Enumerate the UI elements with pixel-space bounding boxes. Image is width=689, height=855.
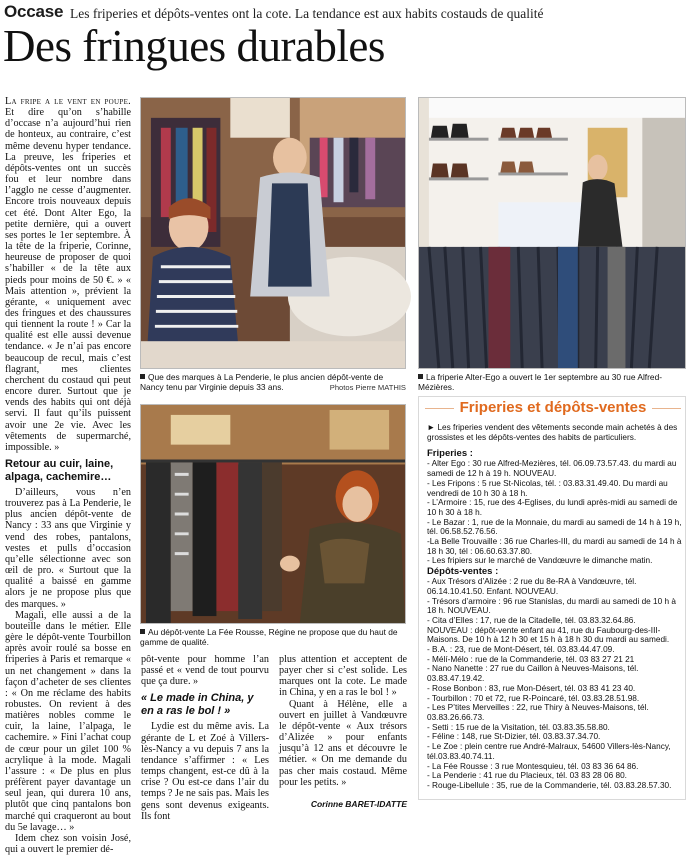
list-item: - Nano Nanette : 27 rue du Caillon à Neuves-Maisons, tél. 03.83.47.19.42. — [427, 664, 639, 684]
photo-alter-ego — [418, 97, 686, 369]
photo-caption — [140, 627, 406, 647]
caption-bullet — [418, 374, 423, 379]
list-item: - Aux Trésors d’Alizée : 2 rue du 8e-RA à Vandœuvre, tél. 06.14.10.41.50. Enfant. NOUVEAU. — [427, 577, 637, 596]
list-item: - La Fée Rousse : 3 rue Montesquieu, tél. 03 83 36 64 86. — [427, 761, 639, 771]
photo-credit: Photos Pierre MATHIS — [329, 383, 406, 392]
column-2 — [141, 654, 269, 822]
photo-la-fee-rousse — [140, 404, 406, 624]
paragraph: Quant à Hélène, elle a ouvert en juillet à Vandœuvre le dépôt-vente « Aux trésors d’Alizée » pour enfants jusqu’à 12 ans et découvre le métier. « On me demande du pas cher mais costaud. Même pour les petits. » — [279, 698, 407, 788]
list-item: - Les Fripons : 5 rue St-Nicolas, tél. : 03.83.31.49.40. Du mardi au vendredi de 10 h 30 à 18 h. — [427, 478, 668, 498]
depots-ventes-list — [427, 577, 683, 790]
paragraph: D’ailleurs, vous n’en trouverez pas à La Penderie, le plus ancien dépôt-vente de Nancy : 33 ans que Virginie y vend des robes, pantalons, vestes et pulls d’occasion qu’elle sélectionne avec son œil de pro. « Surtout que la qualité a baissé en gamme alors je ne propose plus que des marques. » — [5, 487, 131, 610]
author-signature: Corinne BARET-IDATTE — [310, 799, 407, 809]
caption-text: Que des marques à La Penderie, le plus ancien dépôt-vente de Nancy tenu par Virginie depuis 33 ans. — [140, 372, 384, 392]
lead-in: La fripe a le vent en poupe. — [5, 96, 131, 107]
paragraph: plus attention et acceptent de payer cher si c’est solide. Les marques ont la cote. Le made in China, y en a ras le bol ! » — [279, 654, 407, 699]
list-item: - Tourbillon : 70 et 72, rue R-Poincaré, tél. 03.83.28.51.98. — [427, 693, 640, 703]
depots-ventes-heading: Dépôts-ventes : — [427, 566, 499, 578]
list-item: - Alter Ego : 30 rue Alfred-Mezières, tél. 06.09.73.57.43. du mardi au samedi de 12 h à 19 h. NOUVEAU. — [427, 459, 677, 479]
list-item: NOUVEAU : dépôt-vente enfant au 41, rue du Faubourg-des-III-Maisons. De 10 h à 12 h 30 et 15 h à 18 h 30 du mardi au samedi. — [427, 625, 670, 645]
list-item: - Les P’tites Merveilles : 22, rue Thiry à Neuves-Maisons, tél. 03.83.26.66.73. — [427, 703, 649, 722]
friperies-heading: Friperies : — [427, 448, 473, 460]
list-item: - Le Bazar : 1, rue de la Monnaie, du mardi au samedi de 14 h à 19 h, tél. 06.58.52.76.56. — [427, 517, 682, 537]
box-title — [419, 397, 687, 419]
list-item: - Le Zoe : plein centre rue André-Malraux, 54600 Villers-lès-Nancy, tél.03.83.40.74.11. — [427, 742, 671, 761]
list-item: - Les fripiers sur le marché de Vandœuvre le dimanche matin. — [427, 556, 653, 566]
paragraph: Idem chez son voisin José, qui a ouvert le premier dé- — [5, 832, 131, 855]
box-intro: ► Les friperies vendent des vêtements seconde main achetés à des grossistes et les dépôts-ventes des habits de particuliers. — [427, 423, 678, 442]
caption-bullet — [140, 374, 145, 379]
photo-caption — [418, 372, 686, 392]
list-item: - B.A. : 23, rue de Mont-Désert, tél. 03.83.44.47.09. — [427, 645, 615, 655]
intertitle: Retour au cuir, laine, alpaga, cachemire… — [5, 458, 114, 483]
lead-paragraph — [5, 96, 131, 453]
list-item: -La Belle Trouvaille : 36 rue Charles-III, du mardi au samedi de 14 h à 18 h 30, tél : 06.60.63.37.80. — [427, 537, 682, 556]
caption-bullet — [140, 629, 145, 634]
caption-text: La friperie Alter-Ego a ouvert le 1er septembre au 30 rue Alfred-Mézières. — [418, 372, 663, 392]
directory-box — [418, 396, 686, 800]
list-item: - Féline : 148, rue St-Dizier, tél. 03.83.37.34.70. — [427, 732, 601, 742]
list-item: - L’Armoire : 15, rue des 4-Eglises, du lundi après-midi au samedi de 10 h 30 à 18 h. — [427, 498, 678, 517]
list-item: - Cita d’Elles : 17, rue de la Citadelle, tél. 03.83.32.64.86. — [427, 615, 636, 625]
headline: Des fringues durables — [3, 21, 385, 71]
column-1 — [5, 96, 131, 855]
friperies-list — [427, 459, 683, 566]
list-item: - La Penderie : 41 rue du Placieux, tél. 03 83 28 06 80. — [427, 771, 627, 781]
kicker: Les friperies et dépôts-ventes ont la cote. La tendance est aux habits costauds de qualité — [70, 6, 544, 21]
list-item: - Rouge-Libellule : 35, rue de la Commanderie, tél. 03.83.28.57.30. — [427, 780, 672, 790]
paragraph-text: Et dire qu’on s’habille d’occase n’a aujourd’hui rien de honteux, au contraire, c’est même devenu hyper tendance. La preuve, les friperies et dépôts-ventes ont un succès fou et leur nombre dans l’agglo ne cesse d’augmenter. Encore trois nouveaux depuis cet été. Dont Alter Ego, la petite dernière, qui a ouvert ses portes le 1er septembre. À la tête de la friperie, Corinne, heureuse de proposer de quoi s’habiller « de la tête aux pieds pour moins de 50 €. » « Mais attention », prévient la gérante, « uniquement avec des fringues et des chaussures qui tiennent la route ! » Car la qualité est elle aussi devenue tendance. « Je n’ai pas encore beaucoup de recul, mais c’est flagrant, mes clientes cherchent du costaud qui peut encore durer. Surtout que je vends des habits qui ont déjà servi. Il faut qu’ils puissent avoir une 2e vie. Avec les vêtements de supermarché, impossible. » — [5, 107, 131, 453]
box-title-text: Friperies et dépôts-ventes — [454, 399, 653, 416]
column-3 — [279, 654, 407, 799]
section-rubric: Occase — [4, 2, 64, 21]
list-item: - Mélí-Mélo : rue de la Commanderie, tél. 03 83 27 21 21 — [427, 654, 635, 664]
photo-la-penderie — [140, 97, 406, 369]
list-item: - Rose Bonbon : 83, rue Mon-Désert, tél. 03 83 41 23 40. — [427, 683, 636, 693]
paragraph: pôt-vente pour homme l’an passé et « vend de tout pourvu que ça dure. » — [141, 654, 269, 688]
list-item: - Setti : 15 rue de la Visitation, tél. 03.83.35.58.80. — [427, 722, 610, 732]
paragraph: Lydie est du même avis. La gérante de L et Zoé à Villers-lès-Nancy a vu depuis 7 ans la tendance s’affirmer : « Les temps changent, est-ce dû à la crise ? Ou est-ce dans l’air du temps ? Je ne sais pas. Mais les gens sont devenus exigeants. Ils font — [141, 721, 269, 822]
box-body — [427, 423, 683, 791]
caption-text: Au dépôt-vente La Fée Rousse, Régine ne propose que du haut de gamme de qualité. — [140, 627, 398, 647]
paragraph: Magali, elle aussi a de la bouteille dans le métier. Elle gère le dépôt-vente Tourbillon après avoir roulé sa bosse en friperies à Paris et remarque « un net changement » dans la façon d’acheter de ses clientes : « On me réclame des habits robustes. On revient à des matières nobles comme le cuir, la laine, l’alpaga, le cachemire. » Fini l’achat coup de cœur pour un gilet 100 % acrylique à la mode. Magali l’assure : « De plus en plus préfèrent payer davantage un seul jean, qui durera 10 ans, plutôt que cinq pantalons bon marché qui craqueront au bout du 5e lavage… » — [5, 609, 131, 833]
intertitle: « Le made in China, y en a ras le bol ! » — [141, 692, 254, 717]
list-item: - Trésors d’armoire : 96 rue Stanislas, du mardi au samedi de 10 h à 18 h. NOUVEAU. — [427, 596, 676, 616]
